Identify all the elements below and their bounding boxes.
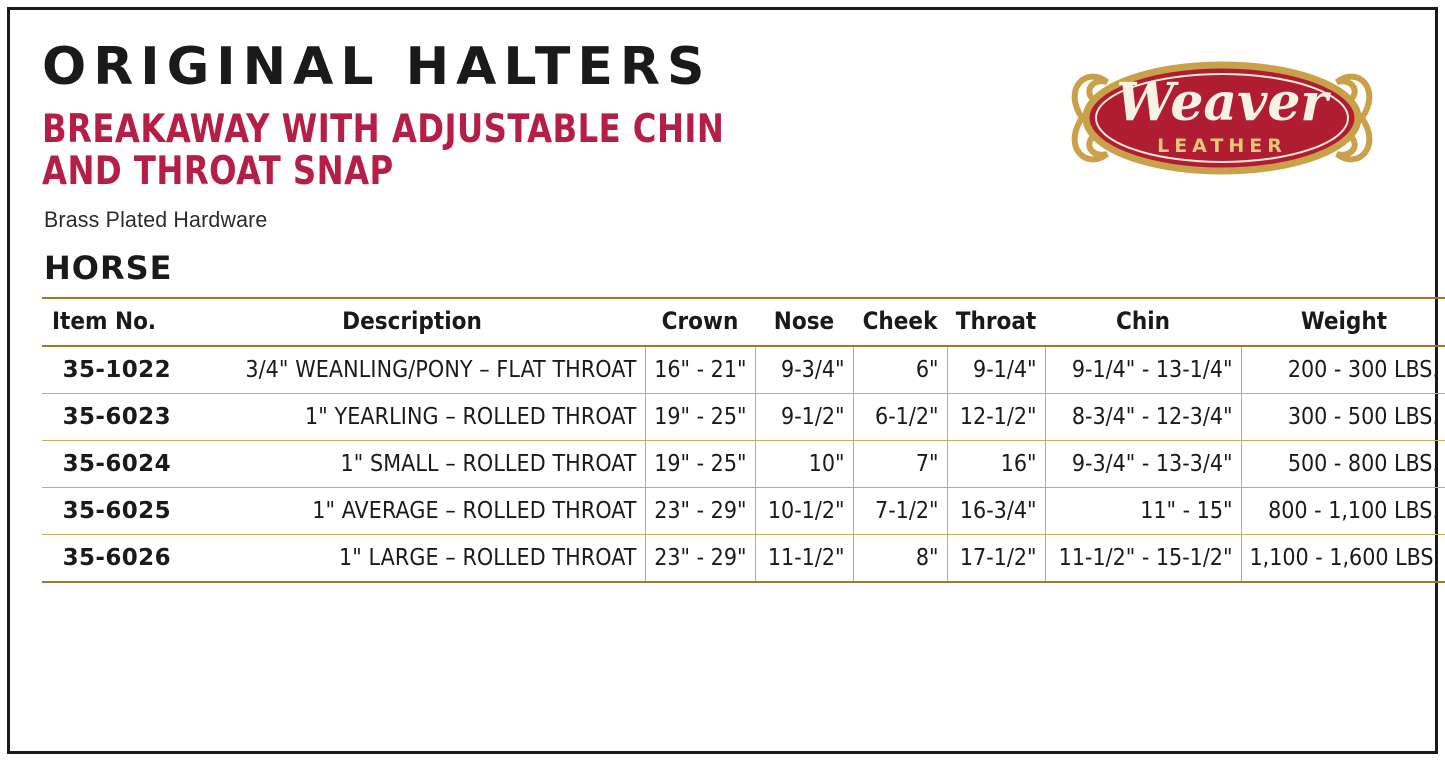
cell-item-no: 35-6023 <box>42 393 179 440</box>
cell-crown: 19" - 25" <box>645 393 755 440</box>
specification-table <box>42 297 1445 583</box>
cell-crown: 23" - 29" <box>645 534 755 582</box>
cell-throat: 16" <box>947 440 1045 487</box>
table-row <box>42 534 1445 582</box>
cell-nose: 9-3/4" <box>755 346 853 394</box>
column-header-chin: Chin <box>1045 298 1241 346</box>
cell-item-no: 35-6025 <box>42 487 179 534</box>
hardware-note: Brass Plated Hardware <box>44 206 268 232</box>
table-row <box>42 393 1445 440</box>
column-header-crown: Crown <box>645 298 755 346</box>
cell-description: 1" AVERAGE – ROLLED THROAT <box>179 487 645 534</box>
cell-description: 1" SMALL – ROLLED THROAT <box>179 440 645 487</box>
page-title: ORIGINAL HALTERS <box>42 37 712 97</box>
column-header-weight: Weight <box>1241 298 1445 346</box>
column-header-throat: Throat <box>947 298 1045 346</box>
cell-item-no: 35-6024 <box>42 440 179 487</box>
cell-crown: 19" - 25" <box>645 440 755 487</box>
cell-throat: 9-1/4" <box>947 346 1045 394</box>
section-heading: HORSE <box>44 248 173 287</box>
table-header-row <box>42 298 1445 346</box>
cell-cheek: 6-1/2" <box>853 393 947 440</box>
cell-cheek: 7-1/2" <box>853 487 947 534</box>
cell-cheek: 7" <box>853 440 947 487</box>
table-row <box>42 487 1445 534</box>
cell-crown: 16" - 21" <box>645 346 755 394</box>
column-header-item-no: Item No. <box>42 298 179 346</box>
brand-tagline: LEATHER <box>1157 135 1287 157</box>
cell-weight: 200 - 300 LBS. <box>1241 346 1445 394</box>
cell-chin: 11-1/2" - 15-1/2" <box>1045 534 1241 582</box>
cell-nose: 10" <box>755 440 853 487</box>
table-row <box>42 346 1445 394</box>
cell-weight: 1,100 - 1,600 LBS. <box>1241 534 1445 582</box>
cell-chin: 8-3/4" - 12-3/4" <box>1045 393 1241 440</box>
cell-throat: 16-3/4" <box>947 487 1045 534</box>
column-header-description: Description <box>179 298 645 346</box>
brand-name: Weaver <box>1116 72 1328 133</box>
cell-description: 1" LARGE – ROLLED THROAT <box>179 534 645 582</box>
cell-throat: 17-1/2" <box>947 534 1045 582</box>
cell-weight: 300 - 500 LBS. <box>1241 393 1445 440</box>
weaver-leather-logo <box>1052 48 1392 188</box>
cell-chin: 9-3/4" - 13-3/4" <box>1045 440 1241 487</box>
cell-weight: 500 - 800 LBS. <box>1241 440 1445 487</box>
cell-item-no: 35-1022 <box>42 346 179 394</box>
cell-description: 3/4" WEANLING/PONY – FLAT THROAT <box>179 346 645 394</box>
cell-description: 1" YEARLING – ROLLED THROAT <box>179 393 645 440</box>
cell-throat: 12-1/2" <box>947 393 1045 440</box>
column-header-nose: Nose <box>755 298 853 346</box>
cell-weight: 800 - 1,100 LBS. <box>1241 487 1445 534</box>
cell-nose: 10-1/2" <box>755 487 853 534</box>
cell-cheek: 8" <box>853 534 947 582</box>
page-subtitle: BREAKAWAY WITH ADJUSTABLE CHIN AND THROAT SNAP <box>42 106 725 194</box>
cell-cheek: 6" <box>853 346 947 394</box>
cell-nose: 11-1/2" <box>755 534 853 582</box>
cell-nose: 9-1/2" <box>755 393 853 440</box>
page-content <box>42 37 1441 583</box>
cell-chin: 11" - 15" <box>1045 487 1241 534</box>
cell-item-no: 35-6026 <box>42 534 179 582</box>
column-header-cheek: Cheek <box>853 298 947 346</box>
cell-crown: 23" - 29" <box>645 487 755 534</box>
cell-chin: 9-1/4" - 13-1/4" <box>1045 346 1241 394</box>
table-row <box>42 440 1445 487</box>
